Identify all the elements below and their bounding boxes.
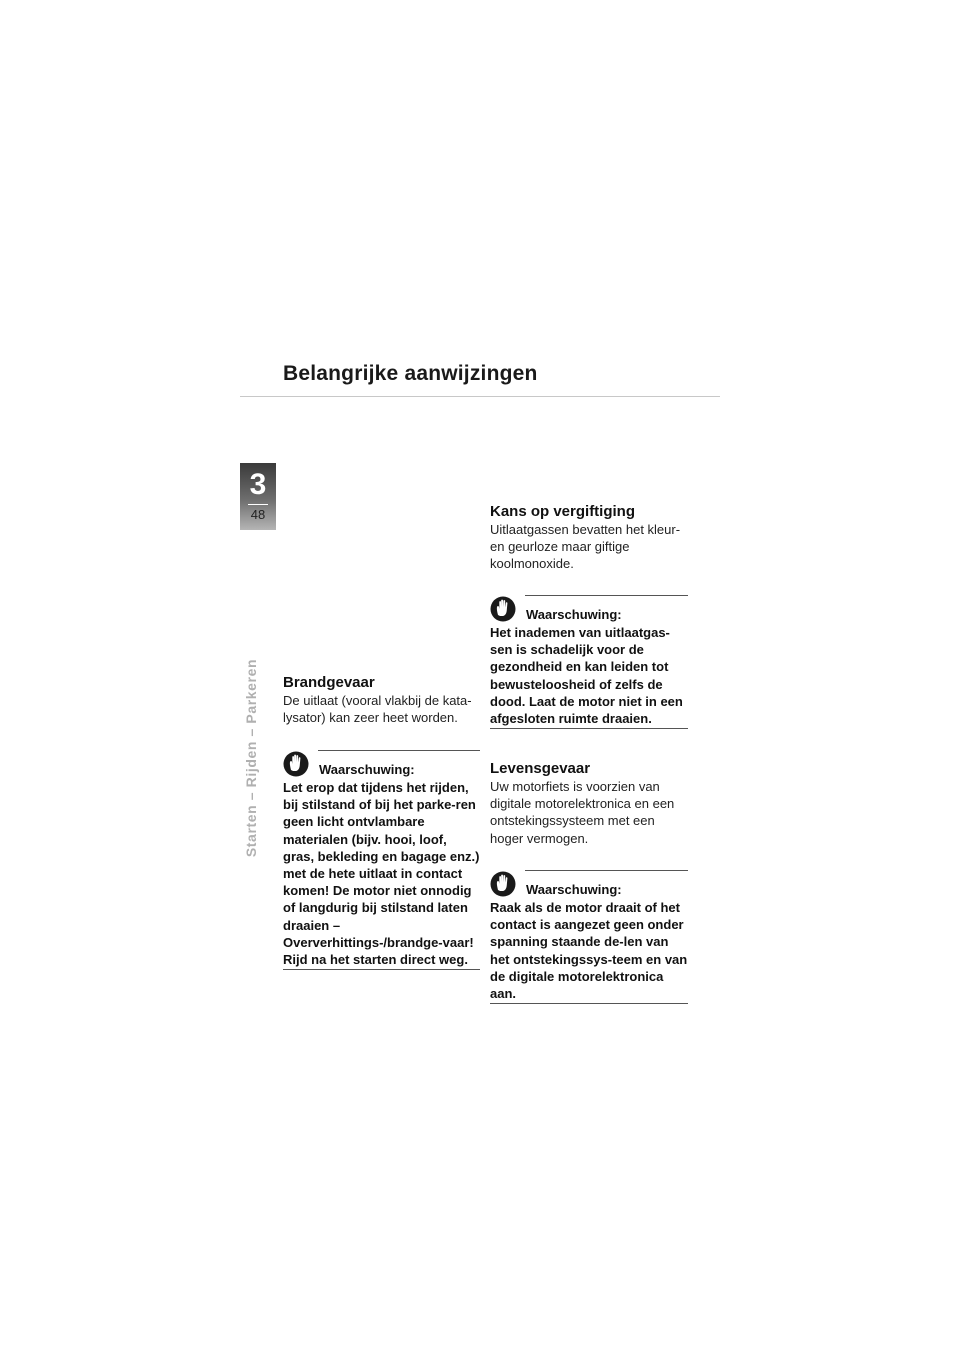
warning-title: Waarschuwing: [526, 607, 622, 622]
chapter-tab [240, 463, 276, 530]
section-body: Uitlaatgassen bevatten het kleur- en geurloze maar giftige koolmonoxide. [490, 522, 681, 572]
section-body: De uitlaat (vooral vlakbij de kata-lysator) kan zeer heet worden. [283, 693, 472, 726]
header-divider [240, 396, 720, 397]
chapter-number: 3 [249, 468, 267, 501]
section-levensgevaar [490, 761, 688, 847]
warning-text: Het inademen van uitlaatgas-sen is schadelijk voor de gezondheid en kan leiden tot bewusteloosheid of zelfs de dood. Laat de motor niet in een afgesloten ruimte draaien. [490, 625, 683, 727]
raised-hand-icon [490, 594, 516, 624]
section-heading: Levensgevaar [490, 760, 591, 777]
chapter-side-label: Starten – Rijden – Parkeren [243, 658, 259, 858]
section-heading: Kans op vergiftiging [490, 503, 636, 520]
raised-hand-icon [283, 749, 309, 779]
section-vergiftiging [490, 504, 688, 573]
warning-box-vergiftiging [490, 595, 688, 729]
warning-box-brandgevaar [283, 750, 480, 970]
page-number: 48 [250, 507, 266, 522]
warning-text: Let erop dat tijdens het rijden, bij stilstand of bij het parke-ren geen licht ontvlambare materialen (bijv. hooi, loof, gras, bekleding en bagage enz.) met de hete uitlaat in contact komen! De motor niet onnodig of langdurig bij stilstand laten draaien – Oververhittings-/brandge-vaar! Rijd na het starten direct weg. [283, 780, 480, 968]
warning-title: Waarschuwing: [319, 762, 415, 777]
warning-box-levensgevaar [490, 870, 688, 1004]
warning-title: Waarschuwing: [526, 882, 622, 897]
section-heading: Brandgevaar [283, 674, 375, 691]
chapter-divider [248, 504, 268, 505]
section-brandgevaar [283, 675, 481, 726]
page-title: Belangrijke aanwijzingen [283, 362, 538, 385]
raised-hand-icon [490, 869, 516, 899]
section-body: Uw motorfiets is voorzien van digitale motorelektronica en een ontstekingssysteem met een hoger vermogen. [490, 779, 675, 846]
warning-text: Raak als de motor draait of het contact is aangezet geen onder spanning staande de-len van het ontstekingssys-teem en van de digitale motorelektronica aan. [490, 900, 688, 1002]
